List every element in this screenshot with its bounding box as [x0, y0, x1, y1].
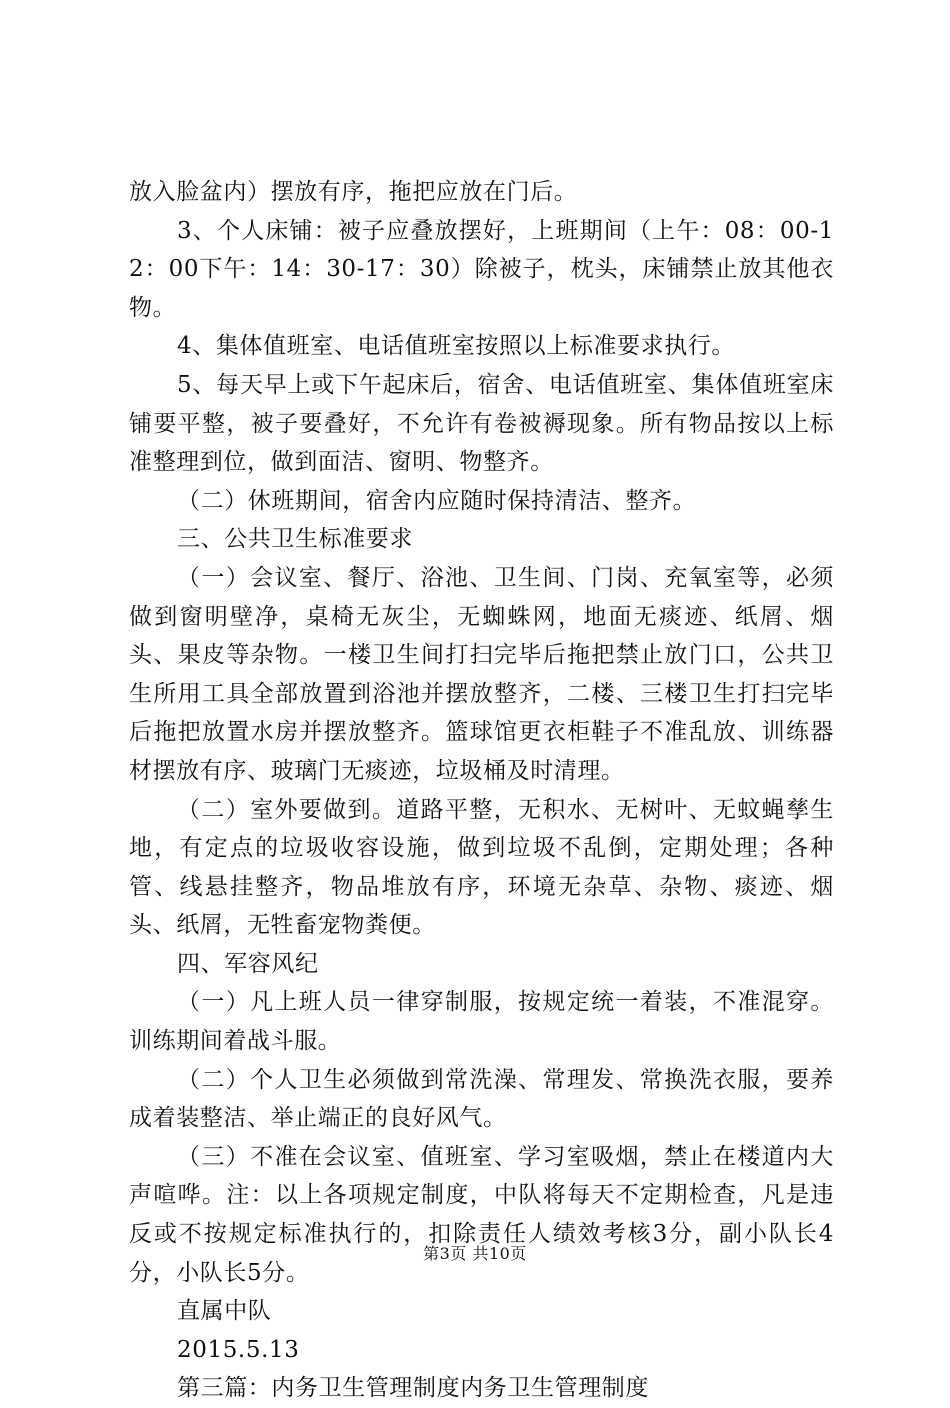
- paragraph-uniform-rules: （一）凡上班人员一律穿制服，按规定统一着装，不准混穿。训练期间着战斗服。: [129, 989, 834, 1055]
- next-section-title: 第三篇：内务卫生管理制度内务卫生管理制度: [177, 1375, 649, 1402]
- paragraph-personal-hygiene: （二）个人卫生必须做到常洗澡、常理发、常换洗衣服，要养成着装整洁、举止端正的良好风气。: [129, 1066, 834, 1132]
- paragraph-bed-rules: 3、个人床铺：被子应叠放摆好，上班期间（上午：08：00-12：00下午：14：30-17：30）除被子，枕头，床铺禁止放其他衣物。: [129, 217, 834, 321]
- signature-date: 2015.5.13: [177, 1336, 300, 1363]
- paragraph-smoking-rules: （三）不准在会议室、值班室、学习室吸烟，禁止在楼道内大声喧哗。注：以上各项规定制度，中队将每天不定期检查，凡是违反或不按规定标准执行的，扣除责任人绩效考核3分，副小队长4分，小队长5分。: [129, 1143, 834, 1286]
- paragraph-indoor-public-areas: （一）会议室、餐厅、浴池、卫生间、门岗、充氧室等，必须做到窗明壁净，桌椅无灰尘，无蜘蛛网，地面无痰迹、纸屑、烟头、果皮等杂物。一楼卫生间打扫完毕后拖把禁止放门口，公共卫生所用工具全部放置到浴池并摆放整齐，二楼、三楼卫生打扫完毕后拖把放置水房并摆放整齐。篮球馆更衣柜鞋子不准乱放、训练器材摆放有序、玻璃门无痰迹，垃圾桶及时清理。: [129, 564, 834, 784]
- paragraph-duty-room-rules: 4、集体值班室、电话值班室按照以上标准要求执行。: [177, 333, 736, 360]
- section-heading-military-discipline: 四、军容风纪: [177, 950, 319, 977]
- paragraph-morning-rules: 5、每天早上或下午起床后，宿舍、电话值班室、集体值班室床铺要平整，被子要叠好，不允许有卷被褥现象。所有物品按以上标准整理到位，做到面洁、窗明、物整齐。: [129, 371, 834, 476]
- paragraph-off-duty-rules: （二）休班期间，宿舍内应随时保持清洁、整齐。: [177, 487, 697, 514]
- section-heading-public-hygiene: 三、公共卫生标准要求: [177, 526, 413, 553]
- document-body: [129, 173, 834, 1408]
- page-footer: 第3页 共10页: [423, 1244, 527, 1263]
- paragraph-outdoor-areas: （二）室外要做到。道路平整，无积水、无树叶、无蚊蝇孳生地，有定点的垃圾收容设施，做到垃圾不乱倒，定期处理；各种管、线悬挂整齐，物品堆放有序，环境无杂草、杂物、痰迹、烟头、纸屑，无牲畜宠物粪便。: [129, 796, 834, 939]
- signature-unit: 直属中队: [177, 1298, 272, 1325]
- paragraph-continuation: 放入脸盆内）摆放有序，拖把应放在门后。: [129, 179, 578, 205]
